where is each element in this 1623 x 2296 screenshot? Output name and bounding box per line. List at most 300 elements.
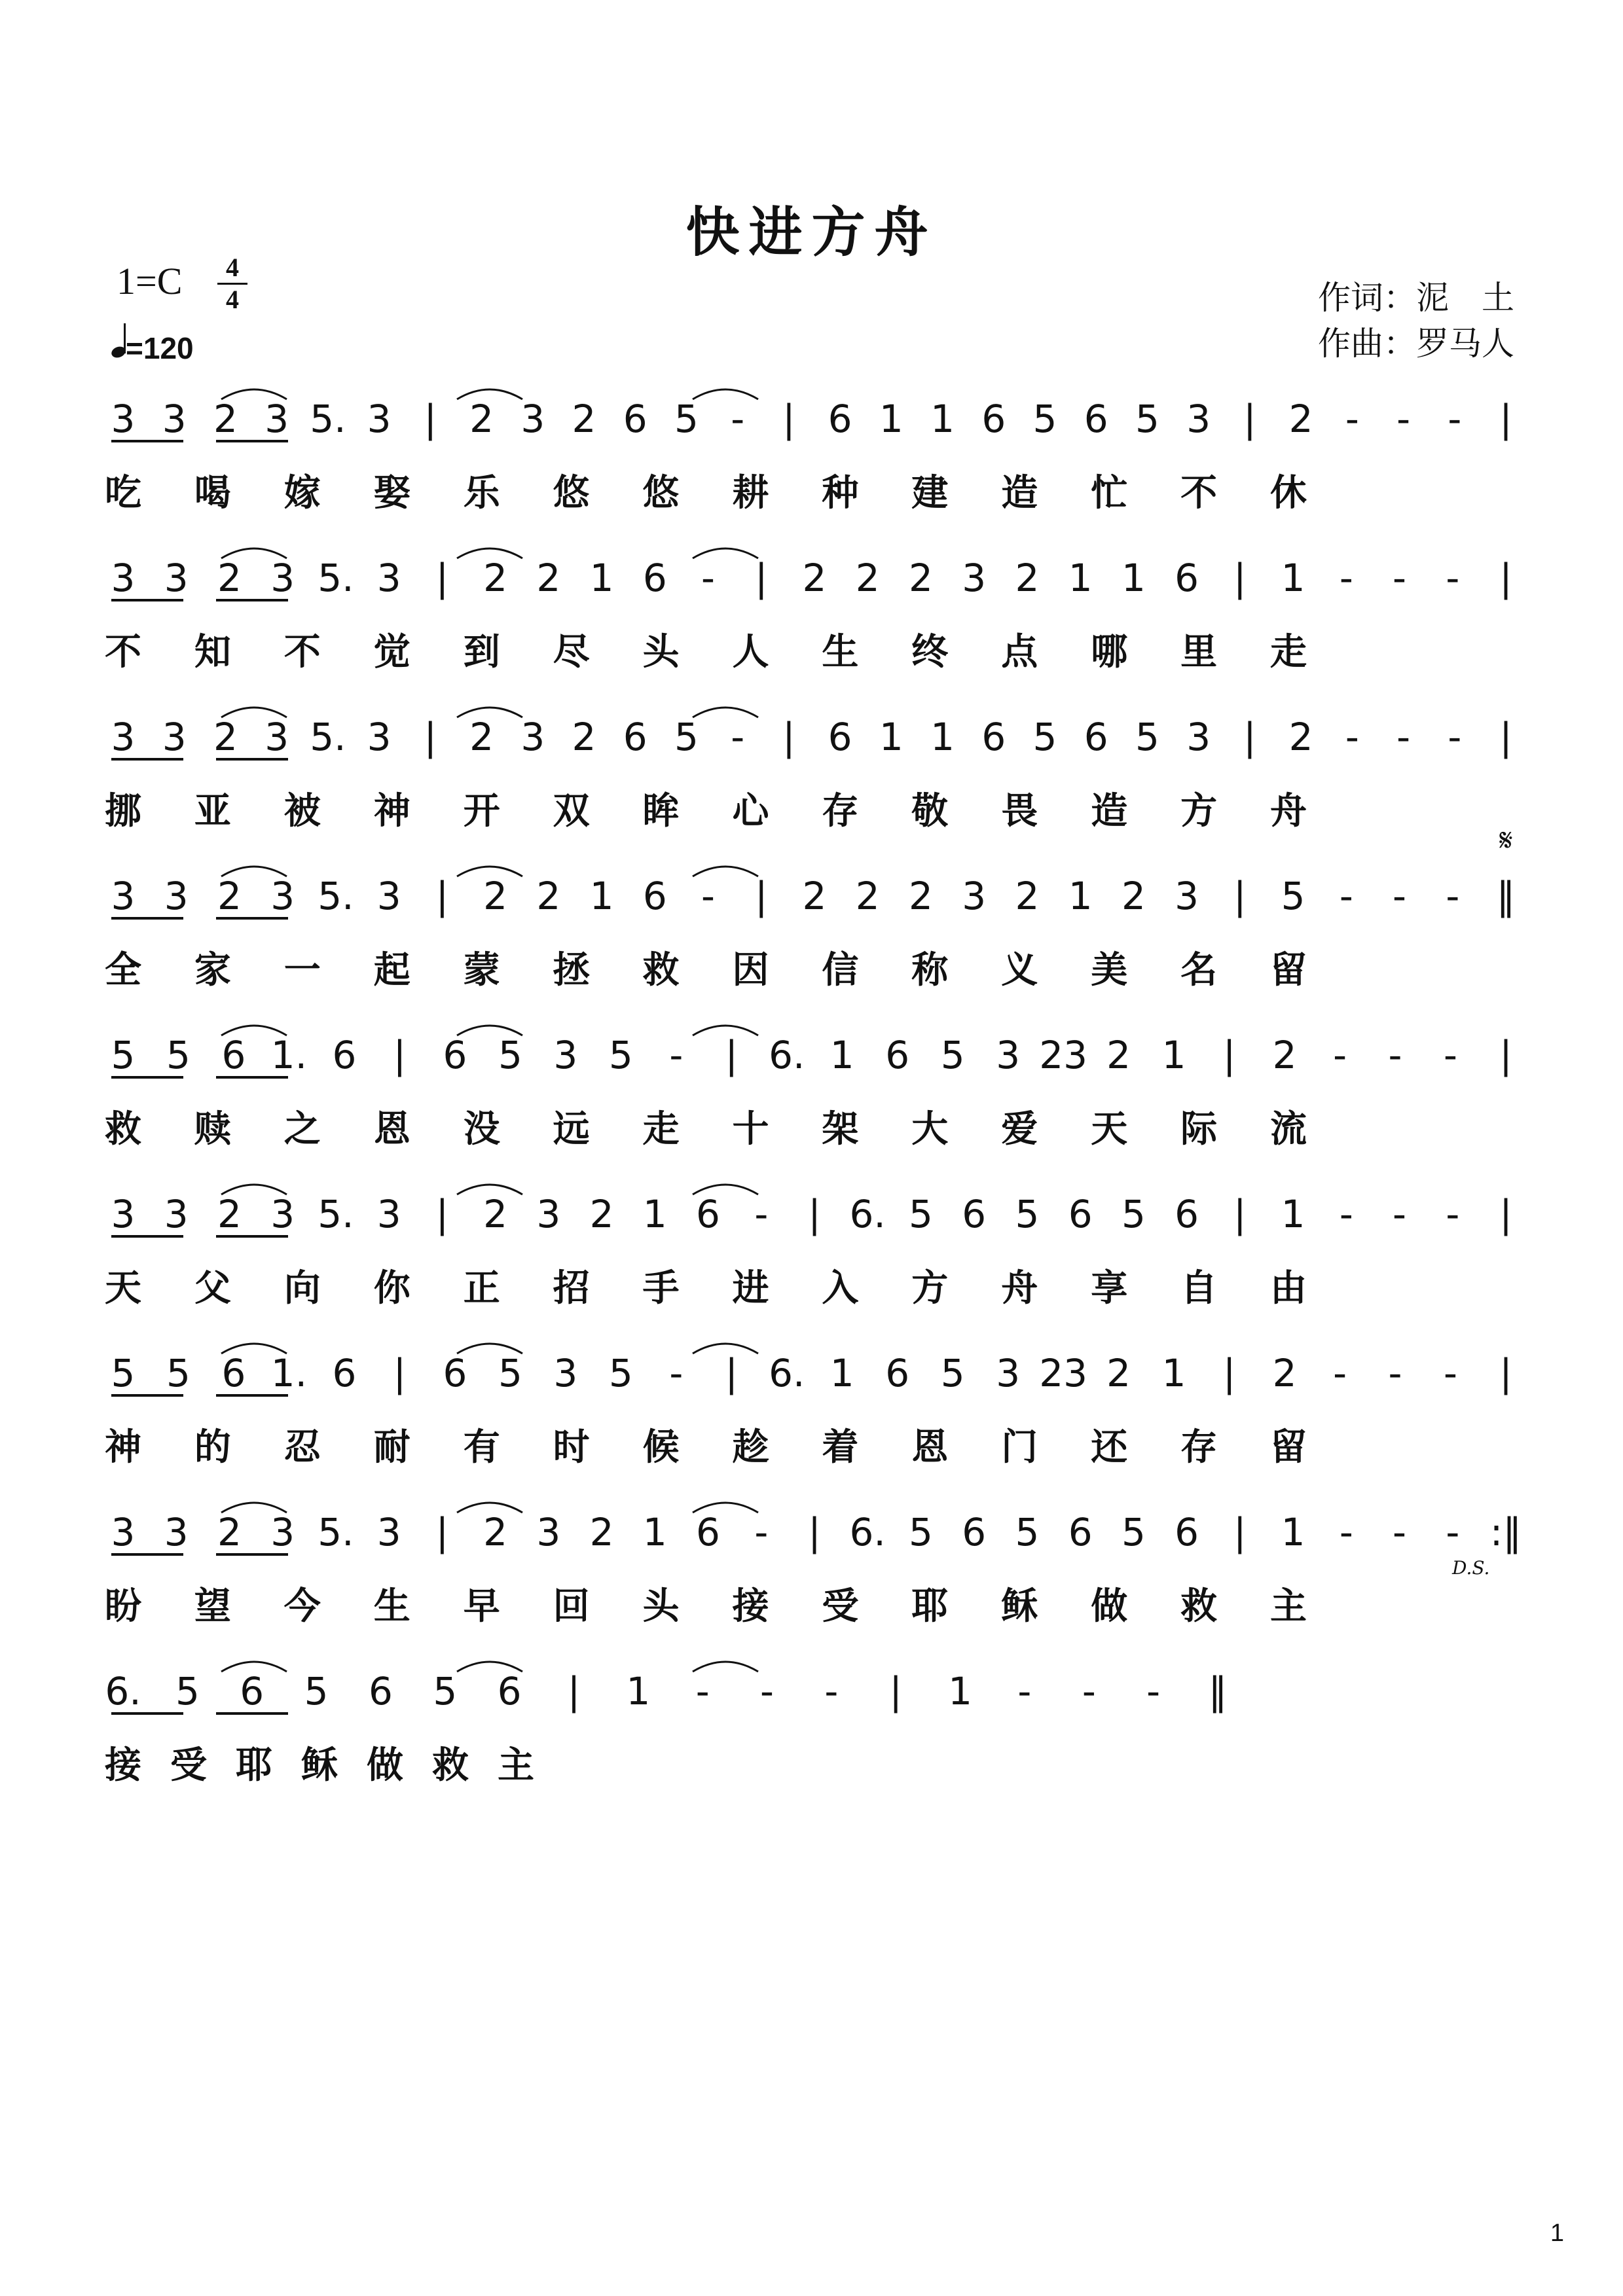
note: 5	[111, 1351, 136, 1395]
note: 2	[483, 874, 508, 918]
note: 3	[162, 397, 187, 441]
lyric-character: 喝	[194, 472, 231, 514]
page-number: 1	[1550, 2219, 1564, 2247]
note: 2	[217, 874, 242, 918]
note: 1	[830, 1033, 854, 1077]
note: 2	[213, 397, 238, 441]
score-line	[105, 1344, 1512, 1469]
lyric-character: 自	[1180, 1267, 1218, 1310]
score-lines	[105, 389, 1522, 1787]
note: 1	[589, 874, 614, 918]
note: 5	[674, 715, 699, 759]
lyric-character: 点	[1001, 631, 1038, 673]
lyric-character: 不	[105, 631, 141, 673]
note: 5	[175, 1669, 200, 1713]
note: -	[1393, 556, 1406, 600]
note: 5	[498, 1033, 522, 1077]
lyric-character: 受	[822, 1585, 859, 1628]
note: 2	[483, 556, 508, 600]
note: 6	[828, 715, 852, 759]
note: -	[1396, 715, 1411, 759]
time-signature-bottom: 4	[226, 285, 239, 314]
lyric-character: 时	[553, 1426, 590, 1469]
note: 6	[221, 1033, 246, 1077]
note: 3	[164, 1192, 189, 1236]
note: 3	[553, 1351, 578, 1395]
lyric-character: 正	[463, 1267, 500, 1310]
lyric-character: 头	[642, 1585, 680, 1628]
lyric-character: 趁	[732, 1426, 769, 1469]
lyric-character: 称	[911, 949, 949, 992]
note: 5.	[318, 874, 354, 918]
note: 5	[304, 1669, 329, 1713]
note: 2	[909, 874, 933, 918]
note: 3	[376, 556, 401, 600]
barline: |	[435, 874, 449, 918]
lyric-character: 架	[822, 1108, 859, 1151]
note: 6	[1068, 1510, 1093, 1554]
note: 3	[164, 556, 189, 600]
note: 1	[1281, 1510, 1305, 1554]
note: -	[1345, 715, 1359, 759]
score-line	[105, 867, 1516, 992]
note: 3	[1186, 715, 1211, 759]
note: -	[1448, 397, 1462, 441]
lyric-character: 拯	[553, 949, 590, 992]
note: 6	[962, 1192, 987, 1236]
note: 1	[930, 397, 955, 441]
lyric-character: 耐	[373, 1426, 410, 1469]
note: 1	[1068, 556, 1093, 600]
lyric-character: 吃	[105, 472, 141, 514]
note: -	[695, 1669, 710, 1713]
lyric-character: 不	[283, 631, 321, 673]
note: 5	[909, 1510, 933, 1554]
barline: |	[1233, 1510, 1247, 1554]
note: 6	[221, 1351, 246, 1395]
lyric-character: 全	[105, 949, 141, 992]
note: 3	[367, 397, 392, 441]
barline: :‖	[1489, 1510, 1522, 1554]
note: 6	[696, 1192, 720, 1236]
lyric-character: 建	[911, 472, 949, 514]
lyric-character: 敬	[911, 790, 949, 833]
lyric-character: 今	[283, 1585, 321, 1628]
lyric-character: 接	[105, 1744, 141, 1787]
note: 5	[1032, 715, 1057, 759]
barline: |	[1499, 1351, 1512, 1395]
lyric-character: 舟	[1270, 790, 1307, 833]
lyric-character: 忍	[283, 1426, 321, 1469]
note: 5	[608, 1033, 633, 1077]
note: -	[1446, 1510, 1460, 1554]
note: 6	[443, 1351, 467, 1395]
barline: |	[782, 715, 795, 759]
note: 5.	[310, 715, 346, 759]
lyric-character: 手	[642, 1267, 680, 1310]
note: 6.	[769, 1351, 805, 1395]
note: 3	[270, 1192, 295, 1236]
lyric-character: 之	[283, 1108, 321, 1151]
score-line	[105, 548, 1512, 673]
note: 3	[164, 1510, 189, 1554]
note: 6	[1175, 1192, 1199, 1236]
note: 2	[1288, 397, 1313, 441]
note: -	[1017, 1669, 1032, 1713]
lyric-character: 造	[1091, 790, 1128, 833]
note: 5	[166, 1351, 191, 1395]
note: -	[1082, 1669, 1096, 1713]
lyric-character: 方	[911, 1267, 949, 1310]
ds-mark: D.S.	[1452, 1557, 1490, 1579]
note: 6	[368, 1669, 393, 1713]
note: 5.	[318, 556, 354, 600]
lyric-character: 蒙	[463, 949, 500, 992]
note: 2	[589, 1192, 614, 1236]
note: -	[1339, 1510, 1353, 1554]
barline: |	[725, 1033, 739, 1077]
score-line	[105, 708, 1512, 833]
note: 3	[376, 1192, 401, 1236]
barline: |	[1499, 556, 1512, 600]
note: -	[1146, 1669, 1161, 1713]
note: 5	[111, 1033, 136, 1077]
barline: |	[1499, 397, 1512, 441]
note: 23	[1039, 1351, 1088, 1395]
composer-credit: 作曲：罗马人	[1318, 325, 1514, 363]
note: 1.	[270, 1351, 308, 1395]
note: 6	[885, 1033, 910, 1077]
lyric-character: 家	[194, 949, 231, 992]
note: 5	[433, 1669, 458, 1713]
note: 6	[981, 397, 1006, 441]
lyric-character: 早	[463, 1585, 500, 1628]
barline: |	[424, 715, 437, 759]
note: 2	[483, 1510, 508, 1554]
lyric-character: 娶	[373, 472, 410, 514]
note: 5	[1135, 715, 1159, 759]
note: 23	[1039, 1033, 1088, 1077]
lyric-character: 走	[642, 1108, 680, 1151]
lyric-character: 到	[463, 631, 500, 673]
segno-mark: 𝄋	[1499, 822, 1513, 859]
note: 2	[1121, 874, 1146, 918]
note: 2	[213, 715, 238, 759]
note: 1	[948, 1669, 973, 1713]
lyric-character: 招	[553, 1267, 590, 1310]
lyric-character: 走	[1270, 631, 1307, 673]
note: -	[731, 715, 745, 759]
lyric-character: 被	[283, 790, 321, 833]
lyric-character: 一	[283, 949, 321, 992]
lyric-character: 存	[822, 790, 859, 833]
note: -	[824, 1669, 839, 1713]
note: 3	[520, 397, 545, 441]
note: 3	[536, 1192, 561, 1236]
note: -	[1339, 556, 1353, 600]
barline: |	[424, 397, 437, 441]
barline: |	[1499, 1033, 1512, 1077]
lyric-character: 十	[732, 1108, 769, 1151]
barline: |	[1233, 1192, 1247, 1236]
note: 3	[111, 397, 136, 441]
note: 3	[367, 715, 392, 759]
note: 2	[1015, 556, 1040, 600]
note: 3	[996, 1351, 1021, 1395]
note: -	[701, 874, 715, 918]
lyric-character: 由	[1270, 1267, 1307, 1310]
lyric-character: 生	[822, 631, 859, 673]
barline: |	[1233, 556, 1247, 600]
note: 3	[962, 874, 987, 918]
note: 3	[162, 715, 187, 759]
lyric-character: 有	[463, 1426, 500, 1469]
note: 6	[981, 715, 1006, 759]
barline: |	[393, 1351, 407, 1395]
slur-arc	[693, 708, 758, 717]
note: 3	[376, 1510, 401, 1554]
note: 5	[1121, 1510, 1146, 1554]
note: 1	[642, 1192, 667, 1236]
score-line	[105, 1185, 1512, 1310]
note: -	[669, 1351, 684, 1395]
lyric-character: 悠	[642, 472, 680, 514]
lyric-character: 觉	[373, 631, 410, 673]
barline: |	[755, 874, 768, 918]
lyric-character: 没	[463, 1108, 500, 1151]
note: -	[1339, 874, 1353, 918]
note: 2	[217, 1510, 242, 1554]
lyric-character: 心	[732, 790, 769, 833]
lyric-character: 天	[1091, 1108, 1128, 1151]
lyric-character: 头	[642, 631, 680, 673]
note: 6	[828, 397, 852, 441]
note: 3	[553, 1033, 578, 1077]
note: 2	[855, 874, 880, 918]
note: 1	[1161, 1033, 1186, 1077]
note: -	[731, 397, 745, 441]
lyric-character: 忙	[1091, 472, 1128, 514]
lyric-character: 做	[1091, 1585, 1128, 1628]
lyric-character: 回	[553, 1585, 590, 1628]
note: -	[754, 1192, 769, 1236]
lyric-character: 享	[1091, 1267, 1128, 1310]
score-line	[105, 1503, 1522, 1628]
barline: |	[808, 1192, 821, 1236]
lyric-character: 门	[1001, 1426, 1038, 1469]
lyric-character: 耶	[911, 1585, 949, 1628]
note: 5.	[310, 397, 346, 441]
barline: ‖	[1208, 1669, 1228, 1713]
lyric-character: 终	[911, 631, 949, 673]
note: 6	[1175, 556, 1199, 600]
lyric-character: 耕	[732, 472, 769, 514]
note: 2	[1288, 715, 1313, 759]
note: -	[1393, 874, 1406, 918]
note: 2	[572, 397, 596, 441]
note: 2	[1272, 1033, 1297, 1077]
note: 6	[443, 1033, 467, 1077]
lyric-character: 主	[1270, 1585, 1307, 1628]
barline: ‖	[1496, 874, 1516, 918]
note: 6	[1084, 715, 1108, 759]
lyric-character: 生	[373, 1585, 410, 1628]
note: 1	[830, 1351, 854, 1395]
barline: |	[435, 556, 449, 600]
note: 3	[270, 874, 295, 918]
score-line	[105, 1662, 1228, 1787]
lyric-character: 起	[373, 949, 410, 992]
note: -	[754, 1510, 769, 1554]
note: 6	[642, 874, 667, 918]
lyric-character: 神	[373, 790, 410, 833]
tempo-value: =120	[126, 331, 194, 365]
lyric-character: 神	[105, 1426, 141, 1469]
note: -	[1446, 874, 1460, 918]
note: 3	[111, 874, 136, 918]
note: 6.	[769, 1033, 805, 1077]
note: 6	[1175, 1510, 1199, 1554]
barline: |	[1499, 715, 1512, 759]
lyric-character: 进	[732, 1267, 769, 1310]
note: -	[1393, 1510, 1406, 1554]
lyric-character: 美	[1091, 949, 1128, 992]
note: -	[1388, 1351, 1402, 1395]
note: 6.	[849, 1192, 886, 1236]
barline: |	[725, 1351, 739, 1395]
lyric-character: 里	[1180, 631, 1218, 673]
lyric-character: 主	[498, 1744, 534, 1787]
note: 6	[332, 1033, 357, 1077]
note: 6	[623, 397, 647, 441]
lyric-character: 存	[1180, 1426, 1218, 1469]
note: 5	[1015, 1510, 1040, 1554]
note: 6	[240, 1669, 264, 1713]
note: 2	[802, 874, 827, 918]
note: 3	[1186, 397, 1211, 441]
note: -	[1396, 397, 1411, 441]
note: 2	[572, 715, 596, 759]
note: -	[1444, 1351, 1457, 1395]
page-title: 快进方舟	[685, 201, 938, 264]
note: 6	[1084, 397, 1108, 441]
note: 3	[520, 715, 545, 759]
lyric-character: 亚	[194, 790, 231, 833]
note: 6	[1068, 1192, 1093, 1236]
note: 2	[469, 397, 494, 441]
lyric-character: 耶	[236, 1744, 272, 1787]
barline: |	[1243, 397, 1256, 441]
note: 5.	[318, 1192, 354, 1236]
note: -	[1339, 1192, 1353, 1236]
note: 6	[696, 1510, 720, 1554]
note: 3	[1175, 874, 1199, 918]
note: -	[1388, 1033, 1402, 1077]
lyric-character: 双	[553, 790, 590, 833]
lyric-character: 救	[105, 1108, 141, 1151]
lyricist-credit: 作词：泥 土	[1318, 279, 1514, 317]
barline: |	[808, 1510, 821, 1554]
note: 1	[626, 1669, 651, 1713]
note: 3	[270, 1510, 295, 1554]
lyric-character: 方	[1180, 790, 1218, 833]
barline: |	[1222, 1033, 1236, 1077]
note: 5	[498, 1351, 522, 1395]
lyric-character: 救	[432, 1744, 469, 1787]
lyric-character: 舟	[1001, 1267, 1038, 1310]
lyric-character: 的	[194, 1426, 231, 1469]
note: 1	[1281, 1192, 1305, 1236]
lyric-character: 恩	[373, 1108, 410, 1151]
note: 3	[996, 1033, 1021, 1077]
lyric-character: 人	[732, 631, 769, 673]
note: 6	[623, 715, 647, 759]
note: -	[1448, 715, 1462, 759]
lyric-character: 候	[642, 1426, 680, 1469]
note: -	[1444, 1033, 1457, 1077]
lyric-character: 做	[367, 1744, 403, 1787]
lyric-character: 留	[1270, 1426, 1307, 1469]
lyric-character: 造	[1001, 472, 1038, 514]
lyric-character: 天	[105, 1267, 141, 1310]
note: 1.	[270, 1033, 308, 1077]
barline: |	[1233, 874, 1247, 918]
note: 3	[111, 1192, 136, 1236]
lyric-character: 救	[1180, 1585, 1218, 1628]
note: 5	[909, 1192, 933, 1236]
lyric-character: 乐	[463, 472, 500, 514]
lyric-character: 赎	[194, 1108, 231, 1151]
note: -	[760, 1669, 774, 1713]
time-signature-top: 4	[226, 253, 239, 282]
note: 3	[270, 556, 295, 600]
lyric-character: 义	[1001, 949, 1038, 992]
note: 2	[589, 1510, 614, 1554]
note: 2	[1106, 1351, 1131, 1395]
note: 1	[642, 1510, 667, 1554]
note: -	[1393, 1192, 1406, 1236]
lyric-character: 际	[1180, 1108, 1218, 1151]
lyric-character: 着	[822, 1426, 859, 1469]
lyric-character: 信	[822, 949, 859, 992]
note: 2	[1015, 874, 1040, 918]
lyric-character: 流	[1270, 1108, 1307, 1151]
key-signature: 1=C	[117, 260, 183, 302]
lyric-character: 恩	[911, 1426, 949, 1469]
lyric-character: 入	[822, 1267, 859, 1310]
note: -	[1345, 397, 1359, 441]
note: 5	[608, 1351, 633, 1395]
note: 3	[111, 715, 136, 759]
lyric-character: 哪	[1091, 631, 1128, 673]
note: -	[1446, 1192, 1460, 1236]
lyric-character: 嫁	[283, 472, 321, 514]
lyric-character: 望	[194, 1585, 231, 1628]
barline: |	[889, 1669, 902, 1713]
note: 2	[802, 556, 827, 600]
note: 2	[1106, 1033, 1131, 1077]
lyric-character: 畏	[1001, 790, 1038, 833]
note: 5	[166, 1033, 191, 1077]
note: 1	[1161, 1351, 1186, 1395]
note: 1	[879, 715, 903, 759]
note: 2	[909, 556, 933, 600]
note: 3	[164, 874, 189, 918]
barline: |	[435, 1192, 449, 1236]
lyric-character: 稣	[1001, 1585, 1038, 1628]
note: 6	[885, 1351, 910, 1395]
note: 2	[469, 715, 494, 759]
